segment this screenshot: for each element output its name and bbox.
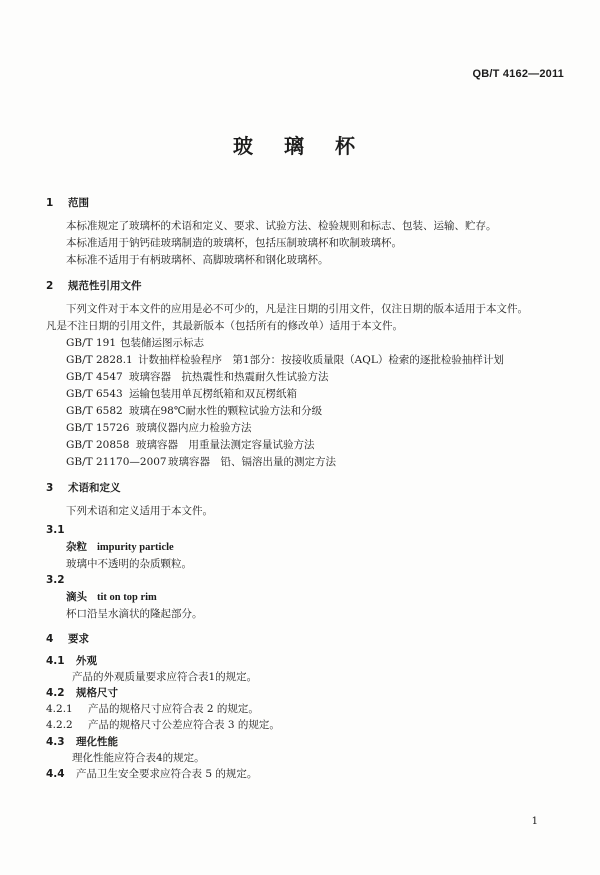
- subsection-4-2-heading: [46, 686, 118, 700]
- term-definition: 杯口沿呈水滴状的隆起部分。: [66, 608, 203, 620]
- section-number: 2: [46, 280, 54, 292]
- reference-code: GB/T 21170—2007: [66, 456, 167, 468]
- section-title: 要求: [68, 633, 89, 645]
- scope-paragraph-3: 本标准不适用于有柄玻璃杯、高脚玻璃杯和钢化玻璃杯。: [66, 254, 329, 266]
- standard-code: QB/T 4162—2011: [472, 68, 564, 80]
- subsection-number: 4.1: [46, 655, 65, 667]
- term-heading: [66, 590, 157, 605]
- section-3-heading: [46, 481, 121, 495]
- terms-intro: 下列术语和定义适用于本文件。: [66, 505, 213, 517]
- reference-code: GB/T 2828.1: [66, 354, 133, 366]
- subsection-4-3-heading: [46, 735, 118, 749]
- page-number: 1: [531, 816, 538, 827]
- subsection-title: 规格尺寸: [76, 687, 118, 699]
- reference-item: [66, 438, 315, 452]
- scope-paragraph-2: 本标准适用于钠钙硅玻璃制造的玻璃杯，包括压制玻璃杯和吹制玻璃杯。: [66, 237, 402, 249]
- term-definition: 玻璃中不透明的杂质颗粒。: [66, 558, 192, 570]
- section-number: 1: [46, 197, 54, 209]
- term-chinese: 杂粒: [66, 541, 87, 553]
- reference-code: GB/T 6543: [66, 388, 123, 400]
- reference-item: [66, 336, 204, 350]
- term-english: tit on top rim: [97, 592, 157, 603]
- references-intro-line-2: 凡是不注日期的引用文件，其最新版本（包括所有的修改单）适用于本文件。: [46, 320, 403, 332]
- reference-code: GB/T 191: [66, 337, 117, 349]
- reference-code: GB/T 6582: [66, 405, 123, 417]
- reference-title: 玻璃容器 铅、镉溶出量的测定方法: [168, 456, 336, 468]
- subsection-number: 4.3: [46, 736, 65, 748]
- subsection-number: 4.2: [46, 687, 65, 699]
- reference-title: 玻璃仪器内应力检验方法: [136, 422, 252, 434]
- references-intro-line-1: 下列文件对于本文件的应用是必不可少的，凡是注日期的引用文件，仅注日期的版本适用于本文件。: [66, 303, 528, 315]
- reference-code: GB/T 15726: [66, 422, 130, 434]
- reference-item: [66, 455, 336, 469]
- clause-text: 产品的规格尺寸公差应符合表 3 的规定。: [88, 719, 280, 731]
- reference-item: [66, 421, 252, 435]
- reference-title: 包装储运图示标志: [120, 337, 204, 349]
- clause-text: 产品的规格尺寸应符合表 2 的规定。: [88, 703, 259, 715]
- section-number: 3: [46, 482, 54, 494]
- subsection-4-1-text: 产品的外观质量要求应符合表1的规定。: [72, 671, 258, 683]
- section-title: 术语和定义: [68, 482, 121, 494]
- reference-title: 运输包装用单瓦楞纸箱和双瓦楞纸箱: [129, 388, 297, 400]
- reference-item: [66, 404, 322, 418]
- clause-number: 4.2.2: [46, 719, 73, 731]
- clause-4-2-2: [46, 718, 280, 732]
- subsection-4-1-heading: [46, 654, 97, 668]
- subsection-4-3-text: 理化性能应符合表4的规定。: [72, 752, 205, 764]
- section-4-heading: [46, 632, 89, 646]
- reference-code: GB/T 20858: [66, 439, 130, 451]
- term-number: 3.1: [46, 524, 65, 536]
- term-heading: [66, 540, 174, 555]
- reference-title: 玻璃在98℃耐水性的颗粒试验方法和分级: [129, 405, 323, 417]
- subsection-title: 外观: [76, 655, 97, 667]
- reference-item: [66, 370, 329, 384]
- subsection-text: 产品卫生安全要求应符合表 5 的规定。: [76, 768, 258, 780]
- term-chinese: 滴头: [66, 591, 87, 603]
- reference-item: [66, 387, 297, 401]
- section-1-heading: [46, 196, 89, 210]
- scope-paragraph-1: 本标准规定了玻璃杯的术语和定义、要求、试验方法、检验规则和标志、包装、运输、贮存。: [66, 220, 497, 232]
- subsection-4-4: [46, 767, 257, 781]
- section-2-heading: [46, 279, 142, 293]
- subsection-number: 4.4: [46, 768, 65, 780]
- section-number: 4: [46, 633, 54, 645]
- reference-title: 玻璃容器 用重量法测定容量试验方法: [136, 439, 315, 451]
- clause-number: 4.2.1: [46, 703, 73, 715]
- reference-code: GB/T 4547: [66, 371, 123, 383]
- term-number: 3.2: [46, 574, 65, 586]
- clause-4-2-1: [46, 702, 259, 716]
- section-title: 范围: [68, 197, 89, 209]
- term-english: impurity particle: [97, 542, 174, 553]
- reference-title: 玻璃容器 抗热震性和热震耐久性试验方法: [129, 371, 329, 383]
- subsection-title: 理化性能: [76, 736, 118, 748]
- reference-title: 计数抽样检验程序 第1部分：按接收质量限（AQL）检索的逐批检验抽样计划: [138, 354, 504, 366]
- section-title: 规范性引用文件: [68, 280, 142, 292]
- document-title: 玻 璃 杯: [233, 134, 367, 158]
- reference-item: [66, 353, 504, 367]
